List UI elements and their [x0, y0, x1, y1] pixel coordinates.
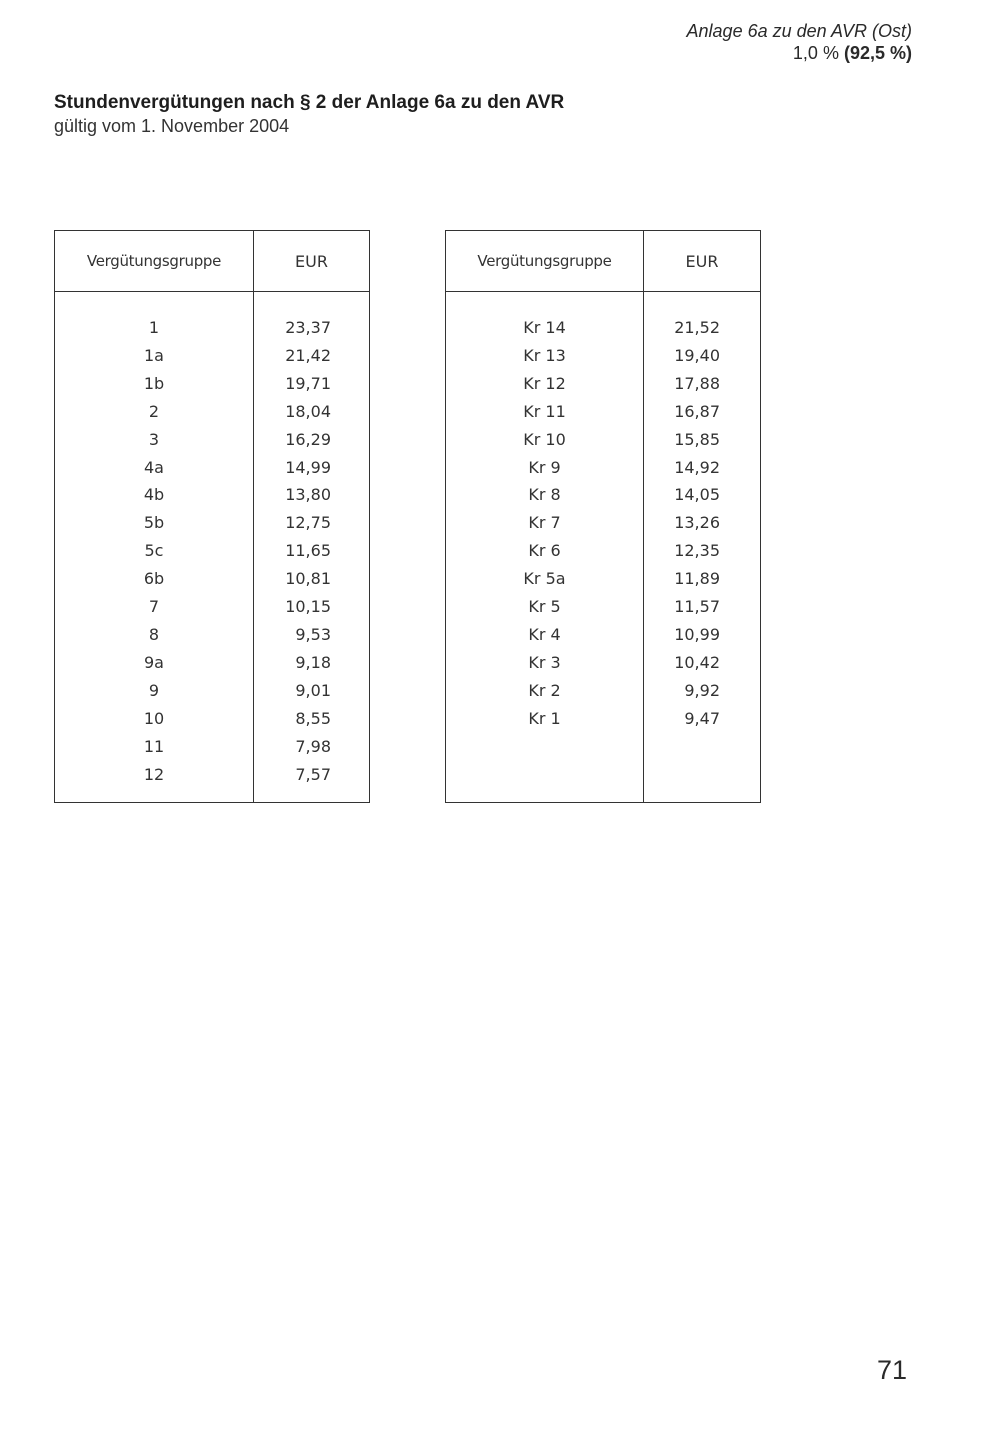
- eur-value-cell: 8,55: [295, 708, 331, 728]
- pay-group-cell: Kr 4: [446, 621, 644, 649]
- pay-table-nursing: [445, 230, 761, 803]
- pay-group-cell: 1b: [55, 370, 254, 398]
- validity-date: gültig vom 1. November 2004: [54, 116, 290, 136]
- eur-value-cell: 12,75: [285, 513, 331, 533]
- pay-group-cell: Kr 8: [446, 481, 644, 509]
- pay-group-cell: 5b: [55, 509, 254, 537]
- table-row: [55, 705, 370, 733]
- percentage-bold-value: (92,5 %): [843, 43, 912, 63]
- page-number: 71: [876, 1355, 907, 1385]
- eur-value-cell: 10,99: [674, 624, 720, 644]
- pay-group-cell: Kr 1: [446, 705, 644, 733]
- pay-group-cell: 1a: [55, 342, 254, 370]
- table-row: [55, 426, 370, 454]
- table-row: [55, 370, 370, 398]
- eur-value-cell: 9,01: [295, 680, 331, 700]
- table-row: [55, 593, 370, 621]
- table-row: [446, 593, 761, 621]
- table-row: [446, 370, 761, 398]
- eur-value-cell: 17,88: [674, 373, 720, 393]
- pay-table-general: [54, 230, 370, 803]
- eur-value-cell: 11,57: [674, 597, 720, 617]
- document-heading: [54, 91, 564, 137]
- table-row: [446, 509, 761, 537]
- pay-group-cell: Kr 12: [446, 370, 644, 398]
- pay-group-cell: Kr 6: [446, 537, 644, 565]
- eur-value-cell: 9,18: [295, 652, 331, 672]
- table-row: [55, 733, 370, 761]
- eur-value-cell: 18,04: [285, 401, 331, 421]
- pay-group-cell: 11: [55, 733, 254, 761]
- table-row: [446, 537, 761, 565]
- table-row: [446, 621, 761, 649]
- eur-value-cell: 11,65: [285, 541, 331, 561]
- eur-value-cell: 14,92: [674, 457, 720, 477]
- table-row: [446, 342, 761, 370]
- eur-value-cell: [644, 733, 761, 761]
- pay-group-cell: 9a: [55, 649, 254, 677]
- table-row: [446, 677, 761, 705]
- pay-group-cell: Kr 13: [446, 342, 644, 370]
- eur-value-cell: 10,81: [285, 569, 331, 589]
- table-row: [55, 314, 370, 342]
- pay-group-cell: 12: [55, 761, 254, 789]
- pay-group-cell: Kr 3: [446, 649, 644, 677]
- table-row: [55, 481, 370, 509]
- pay-group-cell: 3: [55, 426, 254, 454]
- column-header-group: Vergütungsgruppe: [446, 231, 644, 292]
- pay-group-cell: 4b: [55, 481, 254, 509]
- table-row: [446, 705, 761, 733]
- pay-group-cell: 8: [55, 621, 254, 649]
- pay-group-cell: Kr 10: [446, 426, 644, 454]
- table-row: [55, 649, 370, 677]
- pay-group-cell: Kr 5a: [446, 565, 644, 593]
- eur-value-cell: 7,57: [295, 764, 331, 784]
- pay-group-cell: 1: [55, 314, 254, 342]
- percentage-line: [687, 42, 912, 64]
- pay-group-cell: 9: [55, 677, 254, 705]
- table-row: [446, 760, 761, 788]
- eur-value-cell: 13,80: [285, 485, 331, 505]
- table-row: [55, 398, 370, 426]
- spacer-row: [55, 788, 370, 803]
- page-title: Stundenvergütungen nach § 2 der Anlage 6a zu den AVR: [54, 92, 565, 113]
- eur-value-cell: 19,71: [285, 373, 331, 393]
- eur-value-cell: 15,85: [674, 429, 720, 449]
- pay-group-cell: Kr 7: [446, 509, 644, 537]
- eur-value-cell: 13,26: [674, 513, 720, 533]
- table-body: [446, 292, 761, 803]
- table-row: [446, 481, 761, 509]
- pay-group-cell: [446, 733, 644, 761]
- table-row: [446, 398, 761, 426]
- percentage-value: 1,0 %: [792, 43, 839, 63]
- table-header-row: [446, 231, 761, 292]
- eur-value-cell: 10,15: [285, 597, 331, 617]
- pay-group-cell: 5c: [55, 537, 254, 565]
- pay-group-cell: Kr 9: [446, 454, 644, 482]
- eur-value-cell: 21,42: [285, 345, 331, 365]
- pay-group-cell: 4a: [55, 454, 254, 482]
- table-row: [55, 454, 370, 482]
- pay-group-cell: [446, 760, 644, 788]
- table-row: [55, 761, 370, 789]
- table-row: [55, 565, 370, 593]
- spacer-row: [446, 788, 761, 803]
- spacer-row: [55, 292, 370, 315]
- table-row: [55, 621, 370, 649]
- pay-group-cell: 6b: [55, 565, 254, 593]
- pay-group-cell: Kr 11: [446, 398, 644, 426]
- eur-value-cell: 14,05: [674, 485, 720, 505]
- table-body: [55, 292, 370, 803]
- table-row: [55, 342, 370, 370]
- eur-value-cell: 12,35: [674, 541, 720, 561]
- table-row: [55, 537, 370, 565]
- eur-value-cell: [644, 760, 761, 788]
- table-row: [446, 454, 761, 482]
- table-row: [446, 565, 761, 593]
- eur-value-cell: 14,99: [285, 457, 331, 477]
- eur-value-cell: 9,47: [684, 708, 720, 728]
- eur-value-cell: 11,89: [674, 569, 720, 589]
- pay-group-cell: Kr 2: [446, 677, 644, 705]
- column-header-eur: EUR: [254, 231, 370, 292]
- annex-label: Anlage 6a zu den AVR (Ost): [686, 21, 912, 41]
- table-row: [446, 426, 761, 454]
- pay-group-cell: 2: [55, 398, 254, 426]
- eur-value-cell: 16,87: [674, 401, 720, 421]
- eur-value-cell: 16,29: [285, 429, 331, 449]
- eur-value-cell: 7,98: [295, 736, 331, 756]
- table-row: [446, 733, 761, 761]
- eur-value-cell: 9,92: [684, 680, 720, 700]
- eur-value-cell: 9,53: [295, 624, 331, 644]
- table-row: [55, 509, 370, 537]
- table-row: [55, 677, 370, 705]
- pay-group-cell: 10: [55, 705, 254, 733]
- spacer-row: [446, 292, 761, 315]
- table-header-row: [55, 231, 370, 292]
- column-header-group: Vergütungsgruppe: [55, 231, 254, 292]
- pay-group-cell: Kr 14: [446, 314, 644, 342]
- eur-value-cell: 21,52: [674, 318, 720, 337]
- eur-value-cell: 23,37: [285, 318, 331, 337]
- annex-reference: [687, 20, 912, 64]
- table-row: [446, 314, 761, 342]
- column-header-eur: EUR: [644, 231, 761, 292]
- eur-value-cell: 19,40: [674, 345, 720, 365]
- table-row: [446, 649, 761, 677]
- eur-value-cell: 10,42: [674, 652, 720, 672]
- pay-group-cell: 7: [55, 593, 254, 621]
- pay-group-cell: Kr 5: [446, 593, 644, 621]
